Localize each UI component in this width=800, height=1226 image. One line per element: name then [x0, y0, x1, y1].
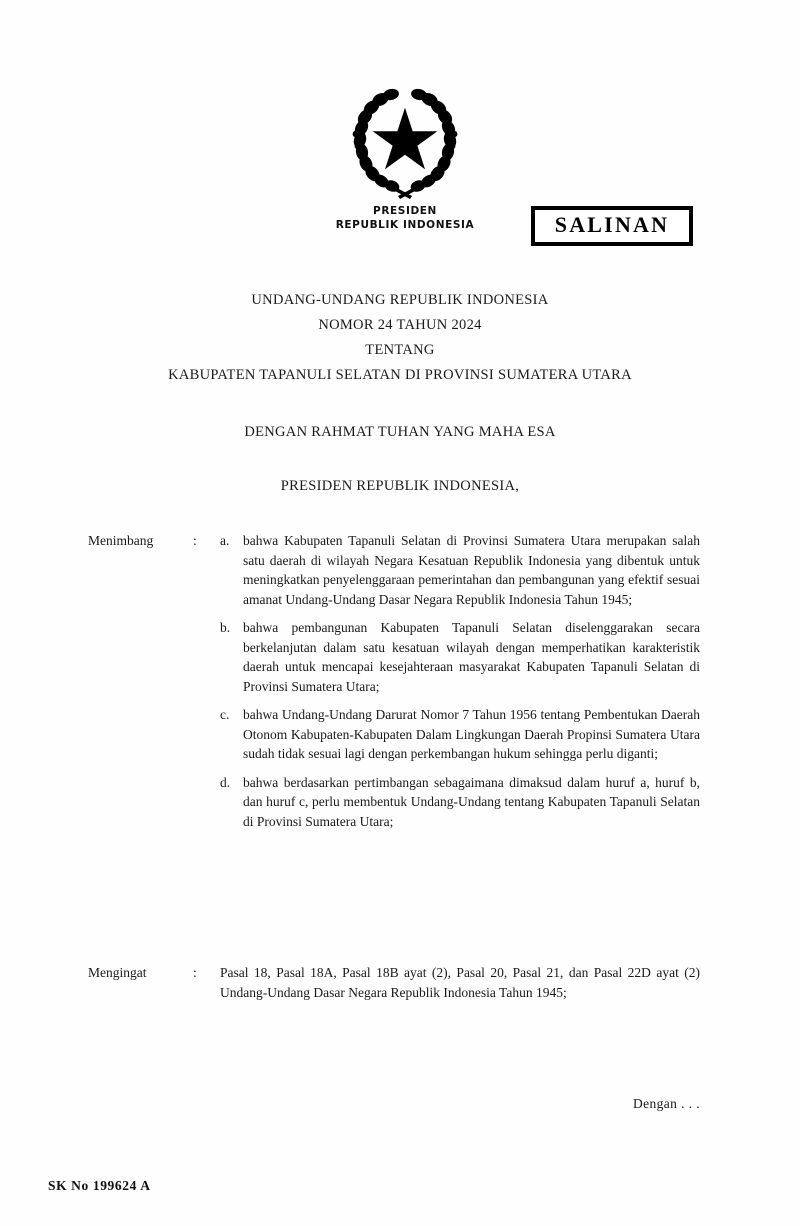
document-id: SK No 199624 A	[48, 1178, 151, 1193]
list-item	[220, 705, 700, 764]
list-item-marker: c.	[220, 707, 230, 722]
blessing-line: DENGAN RAHMAT TUHAN YANG MAHA ESA	[244, 424, 556, 440]
list-item	[220, 773, 700, 832]
mengingat-label: Mengingat	[88, 965, 147, 980]
title-line-subject: KABUPATEN TAPANULI SELATAN DI PROVINSI SUMATERA UTARA	[168, 367, 632, 383]
salinan-stamp-label: SALINAN	[554, 212, 670, 237]
list-item-text: bahwa berdasarkan pertimbangan sebagaimana dimaksud dalam huruf a, huruf b, dan huruf c, perlu membentuk Undang-Undang tentang Kabupaten Tapanuli Selatan di Provinsi Sumatera Utara;	[243, 774, 700, 829]
president-line: PRESIDEN REPUBLIK INDONESIA,	[280, 478, 520, 494]
list-item-marker: b.	[220, 620, 231, 635]
emblem-caption	[250, 204, 560, 232]
menimbang-colon: :	[193, 533, 197, 548]
list-item	[220, 531, 700, 609]
garuda-star-wreath-emblem	[342, 84, 468, 202]
emblem-caption-line2: REPUBLIK INDONESIA	[335, 219, 475, 231]
mengingat-colon: :	[193, 965, 197, 980]
mengingat-text: Pasal 18, Pasal 18A, Pasal 18B ayat (2), Pasal 20, Pasal 21, dan Pasal 22D ayat (2) Undang-Undang Dasar Negara Republik Indonesia Tahun 1945;	[220, 965, 700, 1000]
list-item-marker: a.	[220, 533, 230, 548]
menimbang-label: Menimbang	[88, 533, 154, 548]
list-item	[220, 618, 700, 696]
title-line-number: NOMOR 24 TAHUN 2024	[318, 317, 482, 333]
document-title	[60, 288, 740, 388]
title-line-about: TENTANG	[365, 342, 435, 358]
list-item-text: bahwa pembangunan Kabupaten Tapanuli Selatan diselenggarakan secara berkelanjutan dalam satu kesatuan wilayah dengan memperhatikan karakteristik daerah untuk mencapai kesejahteraan masyarakat Kabupaten Tapanuli Selatan di Provinsi Sumatera Utara;	[243, 620, 700, 694]
salinan-stamp	[531, 206, 693, 246]
list-item-marker: d.	[220, 774, 231, 790]
masthead	[0, 78, 800, 248]
page-catchword: Dengan . . .	[632, 1096, 700, 1111]
list-item-text: bahwa Kabupaten Tapanuli Selatan di Provinsi Sumatera Utara merupakan salah satu daerah di wilayah Negara Kesatuan Republik Indonesia yang dibentuk untuk meningkatkan penyelenggaraan pemerintahan dan pembangunan yang efektif sesuai amanat Undang-Undang Dasar Negara Republik Indonesia Tahun 1945;	[243, 533, 700, 607]
menimbang-items	[220, 531, 700, 831]
title-line-law-type: UNDANG-UNDANG REPUBLIK INDONESIA	[251, 292, 549, 308]
mengingat-section	[88, 963, 700, 1002]
menimbang-section	[88, 531, 700, 831]
list-item-text: bahwa Undang-Undang Darurat Nomor 7 Tahun 1956 tentang Pembentukan Daerah Otonom Kabupaten-Kabupaten Dalam Lingkungan Daerah Propinsi Sumatera Utara sudah tidak sesuai lagi dengan perkembangan hukum sehingga perlu diganti;	[243, 707, 700, 761]
emblem-caption-line1: PRESIDEN	[373, 205, 437, 217]
